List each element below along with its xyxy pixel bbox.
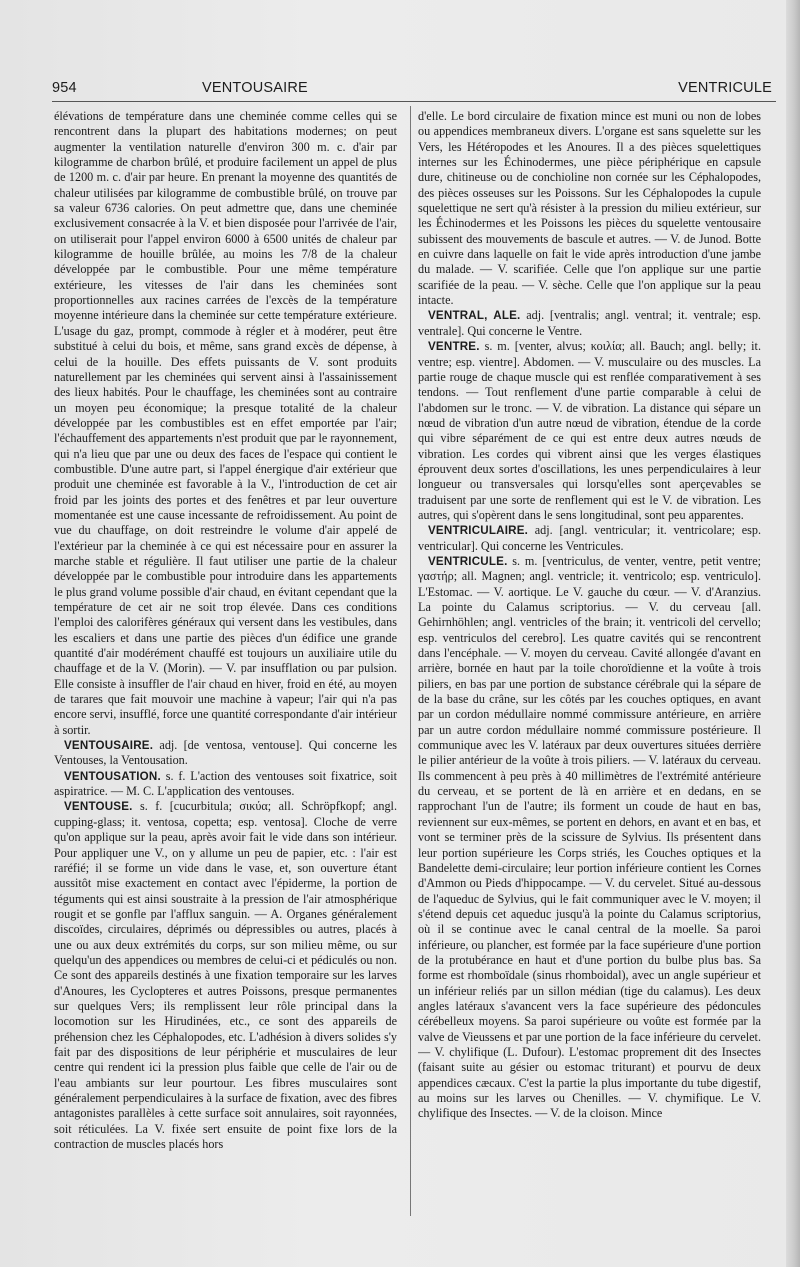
entry-text: adj. [de ventosa, ventouse]. Qui concerne les Ventouses, la Ventousation. [54,738,397,768]
entry-text: s. f. L'action des ventouses soit fixatrice, soit aspiratrice. — M. C. L'application des ventouses. [54,768,397,799]
left-column [54,109,397,1219]
column-divider [410,106,411,1216]
entry-headword: VENTRICULAIRE. [428,524,529,538]
entry-text: élévations de température dans une cheminée comme celles qui se rencontrent dans la plupart des habitations modernes; on peut augmenter la ventilation naturelle d'environ 300 m. c. d'air par kilogramme de charbon brûlé, et produire facilement un appel de plus de 1200 m. c. d'air par heure. En prenant la moyenne des quantités de chaleur utilisées par kilogramme de combustible brûlé, on trouve par sa valeur 6736 calories. On peut admettre que, dans une cheminée exclusivement consacrée à la V. et bien disposée pour l'arrivée de l'air, on utiliserait pour l'appel environ 6000 à 6500 unités de chaleur par kilogramme de houille brûlée, au moins les 7/8 de la chaleur développée par le combustible. Pour une même température extérieure, les vitesses de l'air dans les cheminées sont proportionnelles aux racines carrées de l'excès de la température moyenne intérieure dans la cheminée sur cette température extérieure. L'usage du gaz, prompt, commode à régler et à modérer, peut être substitué à celui du bois, et même, sans grand excès de dépense, à celui de la houille. Des effets puissants de V. sont produits naturellement par les cheminées qui servent ainsi à l'assainissement des lieux habités. Pour le chauffage, les cheminées sont au contraire un moyen peu économique; la presque totalité de la chaleur développée par les combustibles est en effet emportée par l'air; l'échauffement des appartements n'est produit que par le rayonnement, qui n'a lieu que par une ou deux des faces de l'espace qui contient le combustible. D'une autre part, si l'appel énergique d'air extérieur que produit une cheminée est favorable à la V., l'introduction de cet air froid par les joints des portes et des fenêtres et par leur ouverture momentanée est une cause incessante de refroidissement. Au point de vue du chauffage, on doit restreindre le volume d'air appelé de l'extérieur par la cheminée à ce qui est nécessaire pour en assurer la marche stable et régulière. Il faut utiliser une partie de la chaleur développée par le combustible pour introduire dans les appartements le plus grand volume possible d'air chaud, en évitant cependant que la température de cet air ne soit trop élevée. Dans ces conditions l'emploi des calorifères généraux qui versent dans les vestibules, dans les escaliers et dans une partie des pièces d'un édifice une grande quantité d'air modérément chauffé est toujours un auxiliaire utile du chauffage et de la V. (Morin). — V. par insufflation ou par pulsion. Elle consiste à insuffler de l'air chaud en hiver, froid en été, au moyen de tarares que fait mouvoir une machine à vapeur; l'air qui n'a pas encore servi, insufflé, force une quantité correspondante d'air intérieur à sortir. [54,109,397,737]
entry-headword: VENTOUSE. [64,800,133,814]
header-rule [52,101,776,102]
entry-text: s. m. [venter, alvus; κοιλία; all. Bauch; angl. belly; it. ventre; esp. vientre]. Abdomen. — V. musculaire ou des muscles. La partie rouge de chaque muscle qui est renflée comparativement à ses tendons. — Tout renflement d'une partie comparable à celui de l'abdomen sur le tronc. — V. de vibration. La distance qui sépare un nœud de vibration d'un autre nœud de vibration, étendue de la corde qui vibre séparément de ce qui est entre deux autres nœuds de vibration. Les cordes qui vibrent ainsi que les verges élastiques éprouvent deux sortes d'oscillations, les unes perpendiculaires à leur longueur ou transversales qui lorsqu'elles sont aperçevables se traduisent par une sorte de renflement qui est le V. de vibration. Les autres, qui s'opèrent dans le sens longitudinal, sont peu apparentes. [418,339,761,522]
dictionary-entry [418,523,761,554]
dictionary-entry [418,308,761,339]
running-header [52,80,772,102]
entry-text: s. f. [cucurbitula; σικύα; all. Schröpfkopf; angl. cupping-glass; it. ventosa, copetta; esp. ventosa]. Cloche de verre qu'on applique sur la peau, après avoir fait le vide dans son intérieur. Pour appliquer une V., on y allume un peu de papier, etc. : l'air est raréfié; il se forme un vide dans le vase, et, son ouverture étant aussitôt mise exactement en contact avec l'épiderme, la portion de téguments qui est ainsi soustraite à la pression de l'air atmosphérique rougit et se gonfle par l'afflux sanguin. — A. Organes généralement discoïdes, circulaires, déprimés ou dépressibles ou autres, placés à une ou aux deux extrémités du corps, sur son milieu même, ou sur quelqu'un des appendices ou membres de celui-ci et pédiculés ou non. Ce sont des appareils destinés à une fixation temporaire sur les larves d'Anoures, les Cyclopteres et autres Poissons, presque permanentes sur quelques Vers; ils remplissent leur rôle principal dans la locomotion sur les Hirudinées, etc., ce sont des appareils de préhension chez les Céphalopodes, etc. L'adhésion à divers solides s'y fait par des dispositions de leur périphérie et musculaires de leur centre qui rendent ici la pression plus faible que celle de l'air ou de l'eau ambiants sur leur pourtour. Les fibres musculaires sont généralement perpendiculaires à la surface de fixation, avec des fibres antagonistes parallèles à cette surface soit annulaires, soit rayonnées, soit réticulées. La V. fixée sert ensuite de point fixe lors de la contraction de muscles placés hors [54,799,397,1152]
left-running-title: VENTOUSAIRE [202,80,308,96]
right-column [418,109,761,1219]
entry-text: adj. [ventralis; angl. ventral; it. ventrale; esp. ventrale]. Qui concerne le Ventre. [418,308,761,338]
entry-headword: VENTOUSATION. [64,769,161,783]
entry-headword: VENTRAL, ALE. [428,309,521,323]
dictionary-entry [54,769,397,800]
continued-paragraph [418,109,761,308]
right-running-title: VENTRICULE [678,80,772,96]
continued-paragraph [54,109,397,738]
entry-text: d'elle. Le bord circulaire de fixation mince est muni ou non de lobes ou appendices membraneux divers. L'organe est sans squelette sur les Vers, les Hétéropodes et les Anoures. Il a des pièces squelettiques internes sur les Échinodermes, une pièce périphérique en capsule dure, chitineuse ou de conchioline non cornée sur les Céphalopodes, des pièces osseuses sur les Poissons. Sur les Céphalopodes la cupule squelettique ne sert qu'à résister à la pression du milieu extérieur, sur les Échinodermes et les Poissons les pièces du squelette ventousaire subissent des mouvements de bascule et autres. — V. de Junod. Botte en cuivre dans laquelle on fait le vide après introduction d'une jambe du malade. — V. scarifiée. Celle que l'on applique sur une partie scarifiée de la peau. — V. sèche. Celle que l'on applique sur la peau intacte. [418,109,761,308]
page-number: 954 [52,80,77,96]
dictionary-entry [418,339,761,523]
page-edge-shadow [786,0,800,1267]
entry-headword: VENTRE. [428,340,480,354]
entry-text: adj. [angl. ventricular; it. ventricolare; esp. ventricular]. Qui concerne les Ventricules. [418,523,761,553]
dictionary-entry [54,799,397,1152]
entry-headword: VENTRICULE. [428,554,508,568]
dictionary-entry [418,554,761,1122]
dictionary-entry [54,738,397,769]
entry-text: s. m. [ventriculus, de venter, ventre, petit ventre; γαστήρ; all. Magnen; angl. ventricle; it. ventricolo; esp. ventriculo]. L'Estomac. — V. aortique. Le V. gauche du cœur. — V. d'Aranzius. La pointe du Calamus scriptorius. — V. du cerveau [all. Gehirnhöhlen; angl. ventricles of the brain; it. ventricoli del cervello; esp. ventriculos del cerebro]. Les quatre cavités qui se rencontrent dans l'encéphale. — V. moyen du cerveau. Cavité allongée d'avant en arrière, bornée en haut par la toile choroïdienne et la voûte à trois piliers, en bas par une portion de substance cérébrale qui la sépare de de la base du crâne, sur les côtés par les couches optiques, en avant par un cordon médullaire nommé commissure antérieure, en arrière par un autre cordon médullaire nommé commissure postérieure. Il communique avec les V. latéraux par deux ouvertures situées derrière le pilier antérieur de la voûte à trois piliers. — V. latéraux du cerveau. Ils commencent à peu près à 40 millimètres de l'extrémité antérieure du cerveau, et se portent de là en arrière et en dedans, en se rapprochant l'un de l'autre; ils forment un coude de haut en bas, reviennent sur eux-mêmes, se portent en dehors, en avant et en bas, et vont se terminer près de la scissure de Sylvius. Ils présentent dans leur portion supérieure les Corps striés, les Couches optiques et la Bandelette demi-circulaire; leur portion inférieure contient les Cornes d'Ammon ou Pieds d'hippocampe. — V. du cervelet. Situé au-dessous de l'aqueduc de Sylvius, qui le fait communiquer avec le V. moyen; il s'étend depuis cet aqueduc jusqu'à la pointe du Calamus scriptorius, où il se continue avec le canal central de la moelle. Sa paroi inférieure, ou plancher, est formée par la face supérieure d'une portion de la protubérance en haut et d'une portion du bulbe plus bas. Sa forme est rhomboïdale (sinus rhomboidal), avec un angle supérieur et un inférieur reliés par un sillon médian (tige du calamus). Les deux angles latéraux s'avancent vers la face supérieure des pédoncules cérébelleux moyens. Sa paroi supérieure ou voûte est formée par la valve de Vieussens et par une portion de la face inférieure du cervelet. — V. chylifique (L. Dufour). L'estomac proprement dit des Insectes (faisant suite au gésier ou estomac triturant) et pourvu de deux appendices cæcaux. C'est la partie la plus importante du tube digestif, au moins sur les larves ou Chenilles. — V. chymifique. Le V. chylifique des Insectes. — V. de la cloison. Mince [418,553,761,1121]
entry-headword: VENTOUSAIRE. [64,739,154,753]
